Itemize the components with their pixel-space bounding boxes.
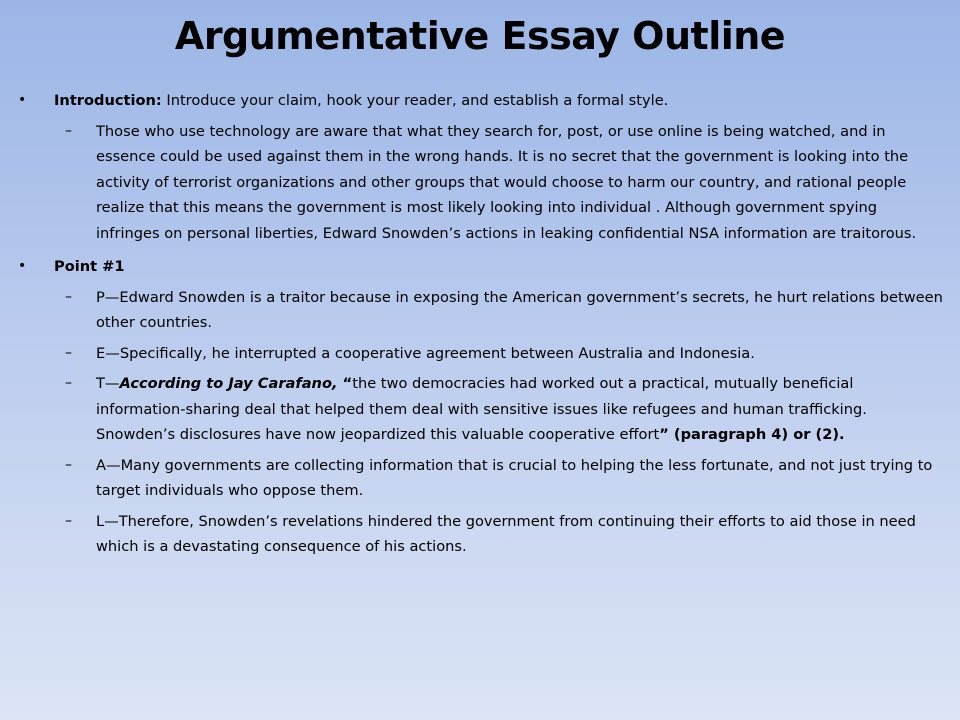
point-1-a <box>18 453 943 504</box>
introduction-label: Introduction: <box>54 92 162 109</box>
dash-icon: – <box>65 288 72 305</box>
slide-content <box>18 88 943 565</box>
point-1-t-source: According to Jay Carafano, <box>119 375 338 392</box>
slide-title: Argumentative Essay Outline <box>174 14 786 58</box>
introduction-subpoint <box>18 119 943 247</box>
dash-icon: – <box>65 344 72 361</box>
dash-icon: – <box>65 375 72 391</box>
point-1-e-text: E—Specifically, he interrupted a cooperative agreement between Australia and Indonesia. <box>96 344 755 362</box>
introduction-text: Introduce your claim, hook your reader, and establish a formal style. <box>161 92 669 109</box>
point-1-t-close-quote: ” <box>659 426 669 443</box>
point-1-t-quote: the two democracies had worked out a practical, mutually beneficial information-sharing deal that helped them deal with sensitive issues like refugees and human trafficking. Snowden’s disclosures have now jeopardized this valuable cooperative effort <box>96 375 867 443</box>
bullet-point-1 <box>18 254 943 280</box>
point-1-t-citation: (paragraph 4) or (2). <box>668 426 845 443</box>
introduction-subpoint-text: Those who use technology are aware that what they search for, post, or use online is being watched, and in essence could be used against them in the wrong hands. It is no secret that the government is looking into the activity of terrorist organizations and other groups that would choose to harm our country, and rational people realize that this means the government is most likely looking into individual . Although government spying infringes on personal liberties, Edward Snowden’s actions in leaking confidential NSA information are traitorous. <box>96 122 917 242</box>
point-1-l <box>18 509 943 560</box>
dash-icon: – <box>65 122 72 139</box>
point-1-t-open-quote: “ <box>337 375 353 392</box>
bullet-introduction <box>18 88 943 114</box>
point-1-p-text: P—Edward Snowden is a traitor because in exposing the American government’s secrets, he hurt relations between other countries. <box>96 288 943 331</box>
bullet-icon: • <box>18 92 27 108</box>
bullet-icon: • <box>18 258 27 274</box>
point-1-t-prefix: T— <box>96 375 120 392</box>
dash-icon: – <box>65 512 72 529</box>
point-1-p <box>18 285 943 336</box>
point-1-label: Point #1 <box>54 258 125 275</box>
point-1-t <box>18 371 943 448</box>
point-1-e <box>18 341 943 367</box>
point-1-a-text: A—Many governments are collecting information that is crucial to helping the less fortunate, and not just trying to target individuals who oppose them. <box>96 456 933 499</box>
dash-icon: – <box>65 456 72 473</box>
point-1-l-text: L—Therefore, Snowden’s revelations hindered the government from continuing their efforts to aid those in need which is a devastating consequence of his actions. <box>96 512 916 555</box>
